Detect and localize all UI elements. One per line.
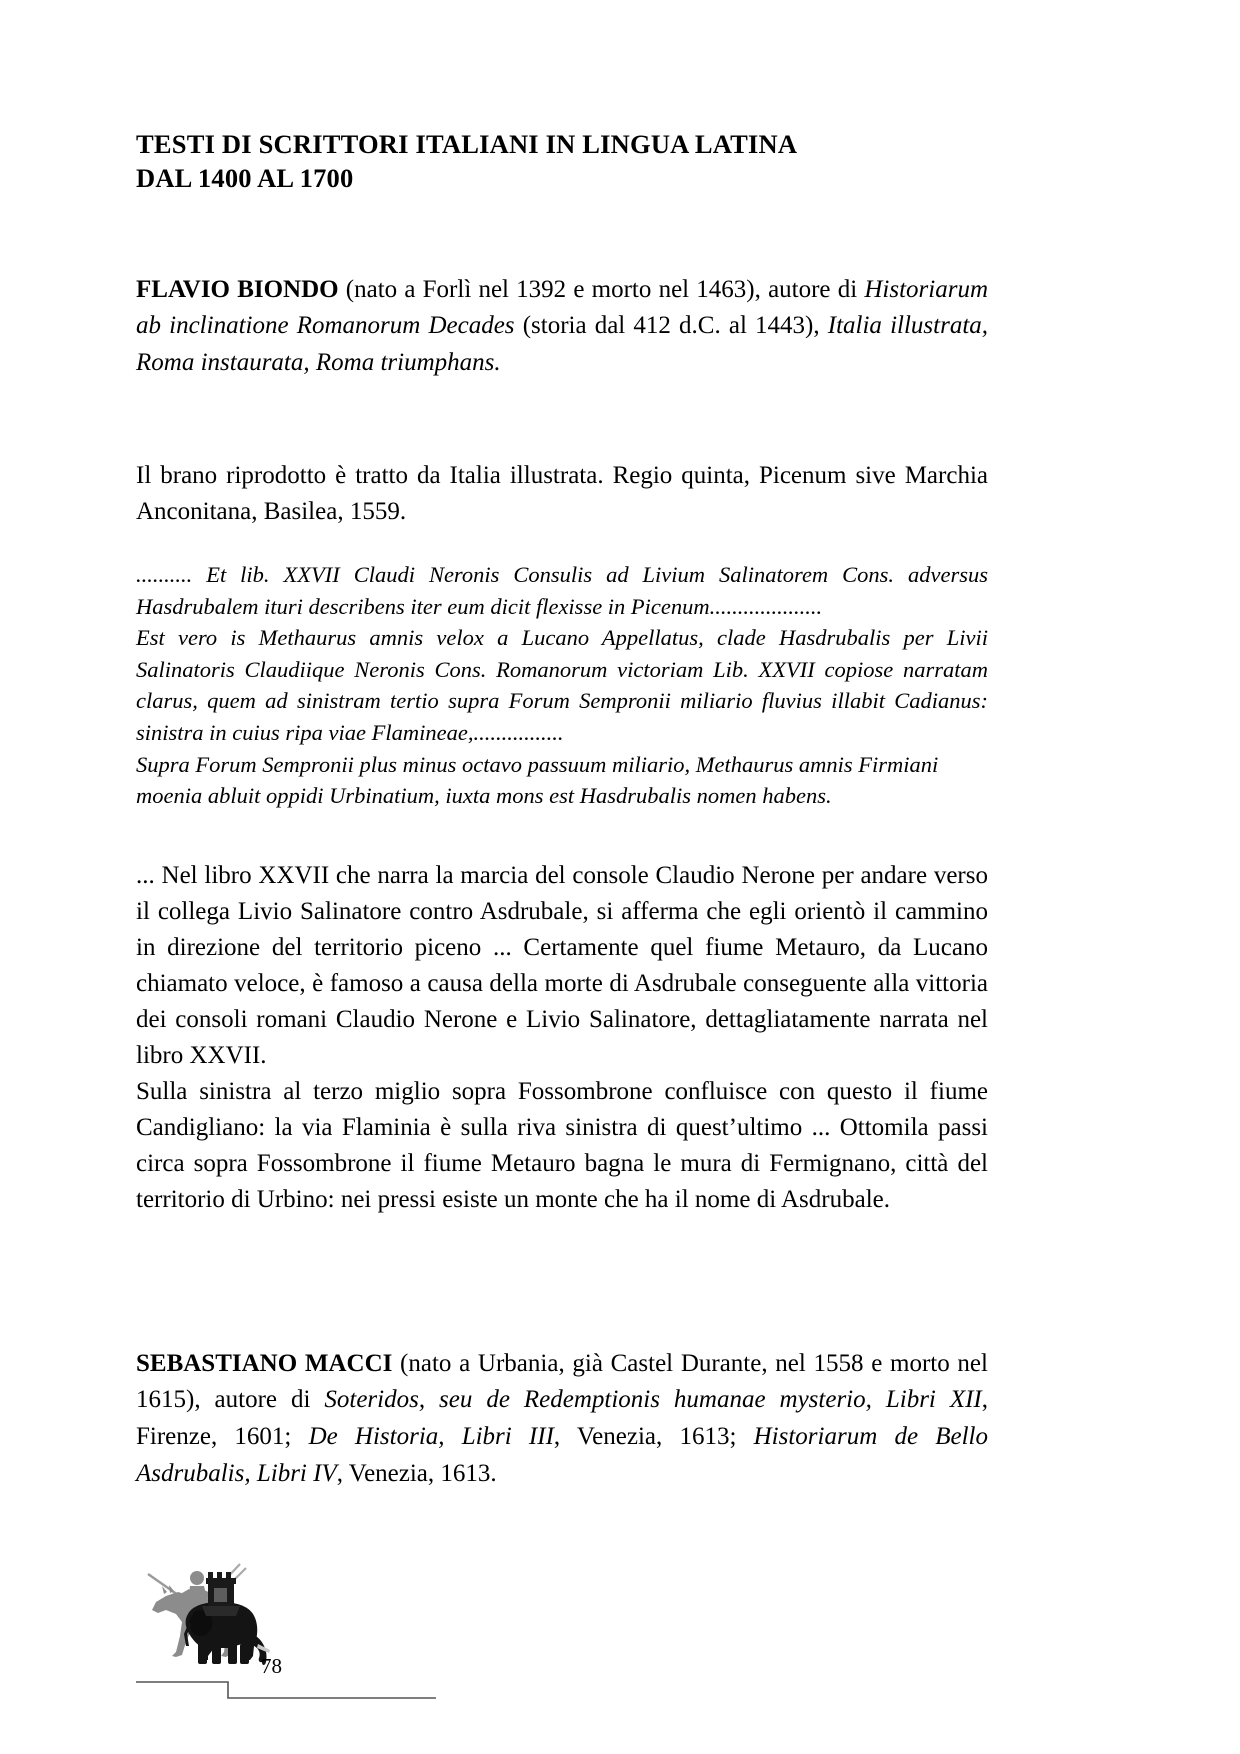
page-title-line-1: TESTI DI SCRITTORI ITALIANI IN LINGUA LATINA [136, 129, 798, 159]
work-title-decades: Historiarum ab inclinatione Romanorum Decades [136, 275, 988, 340]
latin-quote-paragraph-3: Supra Forum Sempronii plus minus octavo passuum miliario, Methaurus amnis Firmiani moenia abluit oppidi Urbinatium, iuxta mons est Hasdrubalis nomen habens. [136, 751, 939, 809]
footer-rule [136, 1660, 436, 1708]
work-note-soteridos: , Firenze, 1601; [136, 1386, 988, 1451]
work-titles-other: Italia illustrata, Roma instaurata, Roma triumphans. [136, 312, 989, 377]
author-name-flavio-biondo: FLAVIO BIONDO [136, 275, 339, 303]
work-note-bello-asdrubalis: , Venezia, 1613. [336, 1459, 497, 1487]
author-name-sebastiano-macci: SEBASTIANO MACCI [136, 1349, 393, 1377]
author-bio-flavio-biondo: (nato a Forlì nel 1392 e morto nel 1463), autore di [338, 275, 865, 303]
spacer [136, 1218, 988, 1346]
work-note-decades: (storia dal 412 d.C. al 1443), [514, 312, 828, 340]
page-number: 78 [261, 1654, 282, 1678]
author-bio-sebastiano-macci: (nato a Urbania, già Castel Durante, nel 1558 e morto nel 1615), autore di [136, 1349, 988, 1414]
spacer [136, 196, 988, 272]
page-title [136, 128, 988, 196]
work-title-soteridos: Soteridos, seu de Redemptionis humanae mysterio, Libri XII [324, 1386, 982, 1414]
text-column [136, 128, 988, 1492]
italian-translation [136, 858, 988, 1218]
translation-paragraph-1: ... Nel libro XXVII che narra la marcia del console Claudio Nerone per andare verso il collega Livio Salinatore contro Asdrubale, si afferma che egli orientò il cammino in direzione del territorio piceno ... Certamente quel fiume Metauro, da Lucano chiamato veloce, è famoso a causa della morte di Asdrubale conseguente alla vittoria dei consoli romani Claudio Nerone e Livio Salinatore, dettagliatamente narrata nel libro XXVII. [136, 861, 988, 1069]
work-title-bello-asdrubalis: Historiarum de Bello Asdrubalis, Libri IV [136, 1423, 988, 1487]
latin-quote-paragraph-2: Est vero is Methaurus amnis velox a Lucano Appellatus, clade Hasdrubalis per Livii Salinatoris Claudiique Neronis Cons. Romanorum victoriam Lib. XXVII copiose narratam clarus, quem ad sinistram tertio supra Forum Sempronii miliario fluvius illabit Cadianus: sinistra in cuius ripa viae Flamineae,................ [136, 625, 988, 745]
spacer [136, 382, 988, 458]
spacer [136, 812, 988, 858]
spacer [136, 531, 988, 559]
entry-flavio-biondo [136, 272, 988, 382]
page-footer [136, 1556, 456, 1696]
latin-quote-paragraph-1: .......... Et lib. XXVII Claudi Neronis Consulis ad Livium Salinatorem Cons. adversus Hasdrubalem ituri describens iter eum dicit flexisse in Picenum.................... [136, 561, 988, 619]
page-title-line-2: DAL 1400 AL 1700 [136, 162, 354, 193]
work-note-de-historia: , Venezia, 1613; [553, 1423, 754, 1451]
latin-quotation [136, 559, 988, 812]
source-note: Il brano riprodotto è tratto da Italia illustrata. Regio quinta, Picenum sive Marchia Anconitana, Basilea, 1559. [136, 461, 988, 526]
entry-sebastiano-macci [136, 1346, 988, 1493]
work-title-de-historia: De Historia, Libri III [308, 1423, 554, 1451]
translation-paragraph-2: Sulla sinistra al terzo miglio sopra Fossombrone confluisce con questo il fiume Candigliano: la via Flaminia è sulla riva sinistra di quest’ultimo ... Ottomila passi circa sopra Fossombrone il fiume Metauro bagna le mura di Fermignano, città del territorio di Urbino: nei pressi esiste un monte che ha il nome di Asdrubale. [136, 1077, 988, 1213]
